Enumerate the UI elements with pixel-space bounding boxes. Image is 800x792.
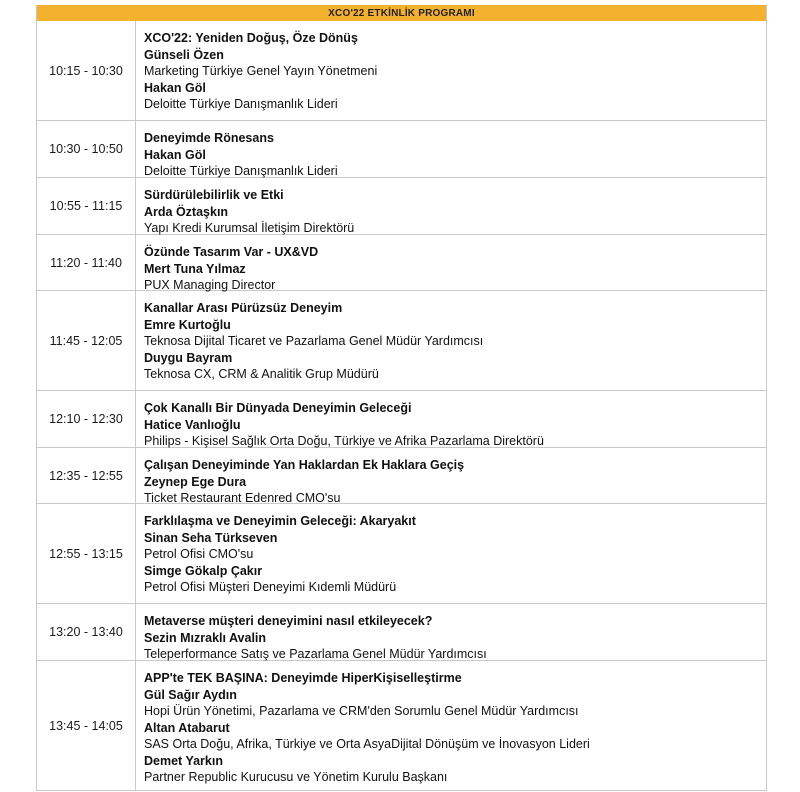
session-time: 11:20 - 11:40 bbox=[37, 235, 136, 290]
speaker bbox=[144, 47, 377, 79]
speaker-name: Günseli Özen bbox=[144, 48, 224, 62]
session-content bbox=[136, 21, 377, 120]
session-title: Özünde Tasarım Var - UX&VD bbox=[144, 245, 319, 259]
speaker-role: Teknosa CX, CRM & Analitik Grup Müdürü bbox=[144, 367, 379, 381]
session-title: XCO'22: Yeniden Doğuş, Öze Dönüş bbox=[144, 31, 358, 45]
speaker-name: Duygu Bayram bbox=[144, 351, 233, 365]
speaker-role: Partner Republic Kurucusu ve Yönetim Kurulu Başkanı bbox=[144, 770, 448, 784]
speaker-role: Petrol Ofisi Müşteri Deneyimi Kıdemli Müdürü bbox=[144, 580, 397, 594]
session-row bbox=[37, 448, 766, 504]
speaker-role: Petrol Ofisi CMO'su bbox=[144, 547, 254, 561]
speaker-role: Deloitte Türkiye Danışmanlık Lideri bbox=[144, 97, 338, 111]
speaker bbox=[144, 261, 318, 293]
session-row bbox=[37, 178, 766, 235]
session-title: APP'te TEK BAŞINA: Deneyimde HiperKişiselleştirme bbox=[144, 671, 462, 685]
session-title: Farklılaşma ve Deneyimin Geleceği: Akaryakıt bbox=[144, 514, 416, 528]
speaker bbox=[144, 720, 590, 752]
program-header: XCO'22 ETKİNLİK PROGRAMI bbox=[37, 5, 766, 21]
speaker-name: Hatice Vanlıoğlu bbox=[144, 418, 241, 432]
speaker-name: Sinan Seha Türkseven bbox=[144, 531, 278, 545]
session-row bbox=[37, 121, 766, 178]
speaker-role: Yapı Kredi Kurumsal İletişim Direktörü bbox=[144, 221, 355, 235]
speaker-role: Hopi Ürün Yönetimi, Pazarlama ve CRM'den Sorumlu Genel Müdür Yardımcısı bbox=[144, 704, 579, 718]
session-row bbox=[37, 661, 766, 791]
speaker-name: Arda Öztaşkın bbox=[144, 205, 229, 219]
session-content bbox=[136, 604, 487, 660]
speaker-name: Zeynep Ege Dura bbox=[144, 475, 247, 489]
session-content bbox=[136, 121, 338, 177]
speaker-name: Mert Tuna Yılmaz bbox=[144, 262, 246, 276]
speaker-role: Marketing Türkiye Genel Yayın Yönetmeni bbox=[144, 64, 378, 78]
speaker-name: Demet Yarkın bbox=[144, 754, 223, 768]
speaker bbox=[144, 417, 544, 449]
speaker-role: Teknosa Dijital Ticaret ve Pazarlama Genel Müdür Yardımcısı bbox=[144, 334, 484, 348]
session-title: Sürdürülebilirlik ve Etki bbox=[144, 188, 284, 202]
session-row bbox=[37, 291, 766, 391]
session-row bbox=[37, 391, 766, 448]
speaker-role: PUX Managing Director bbox=[144, 278, 276, 292]
speaker bbox=[144, 147, 338, 179]
speaker-name: Simge Gökalp Çakır bbox=[144, 564, 263, 578]
session-title: Çalışan Deneyiminde Yan Haklardan Ek Haklara Geçiş bbox=[144, 458, 465, 472]
session-time: 13:45 - 14:05 bbox=[37, 661, 136, 790]
session-title: Metaverse müşteri deneyimini nasıl etkileyecek? bbox=[144, 614, 433, 628]
session-content bbox=[136, 291, 483, 390]
session-row bbox=[37, 504, 766, 604]
session-row bbox=[37, 21, 766, 121]
speaker-role: Philips - Kişisel Sağlık Orta Doğu, Türkiye ve Afrika Pazarlama Direktörü bbox=[144, 434, 544, 448]
session-content bbox=[136, 504, 416, 603]
speaker-role: Deloitte Türkiye Danışmanlık Lideri bbox=[144, 164, 338, 178]
session-content bbox=[136, 661, 590, 790]
session-content bbox=[136, 448, 464, 503]
speaker-role: Ticket Restaurant Edenred CMO'su bbox=[144, 491, 341, 505]
program-table bbox=[36, 5, 767, 791]
speaker-role: Teleperformance Satış ve Pazarlama Genel Müdür Yardımcısı bbox=[144, 647, 487, 661]
session-time: 10:15 - 10:30 bbox=[37, 21, 136, 120]
speaker-name: Hakan Göl bbox=[144, 81, 206, 95]
session-content bbox=[136, 391, 544, 447]
speaker bbox=[144, 630, 487, 662]
session-time: 12:35 - 12:55 bbox=[37, 448, 136, 503]
session-title: Çok Kanallı Bir Dünyada Deneyimin Geleceği bbox=[144, 401, 412, 415]
speaker bbox=[144, 753, 590, 785]
speaker-name: Emre Kurtoğlu bbox=[144, 318, 231, 332]
speaker-name: Sezin Mızraklı Avalin bbox=[144, 631, 267, 645]
session-title: Kanallar Arası Pürüzsüz Deneyim bbox=[144, 301, 343, 315]
speaker bbox=[144, 563, 416, 595]
speaker bbox=[144, 687, 590, 719]
session-time: 11:45 - 12:05 bbox=[37, 291, 136, 390]
speaker bbox=[144, 350, 483, 382]
session-content bbox=[136, 235, 318, 290]
session-row bbox=[37, 604, 766, 661]
session-content bbox=[136, 178, 354, 234]
session-time: 10:30 - 10:50 bbox=[37, 121, 136, 177]
speaker-name: Altan Atabarut bbox=[144, 721, 230, 735]
speaker bbox=[144, 80, 377, 112]
speaker bbox=[144, 530, 416, 562]
speaker bbox=[144, 317, 483, 349]
speaker bbox=[144, 474, 464, 506]
session-list bbox=[37, 21, 766, 791]
speaker-role: SAS Orta Doğu, Afrika, Türkiye ve Orta AsyaDijital Dönüşüm ve İnovasyon Lideri bbox=[144, 737, 590, 751]
session-time: 12:10 - 12:30 bbox=[37, 391, 136, 447]
session-time: 12:55 - 13:15 bbox=[37, 504, 136, 603]
session-time: 13:20 - 13:40 bbox=[37, 604, 136, 660]
speaker-name: Hakan Göl bbox=[144, 148, 206, 162]
speaker-name: Gül Sağır Aydın bbox=[144, 688, 237, 702]
session-title: Deneyimde Rönesans bbox=[144, 131, 274, 145]
session-row bbox=[37, 235, 766, 291]
speaker bbox=[144, 204, 354, 236]
session-time: 10:55 - 11:15 bbox=[37, 178, 136, 234]
